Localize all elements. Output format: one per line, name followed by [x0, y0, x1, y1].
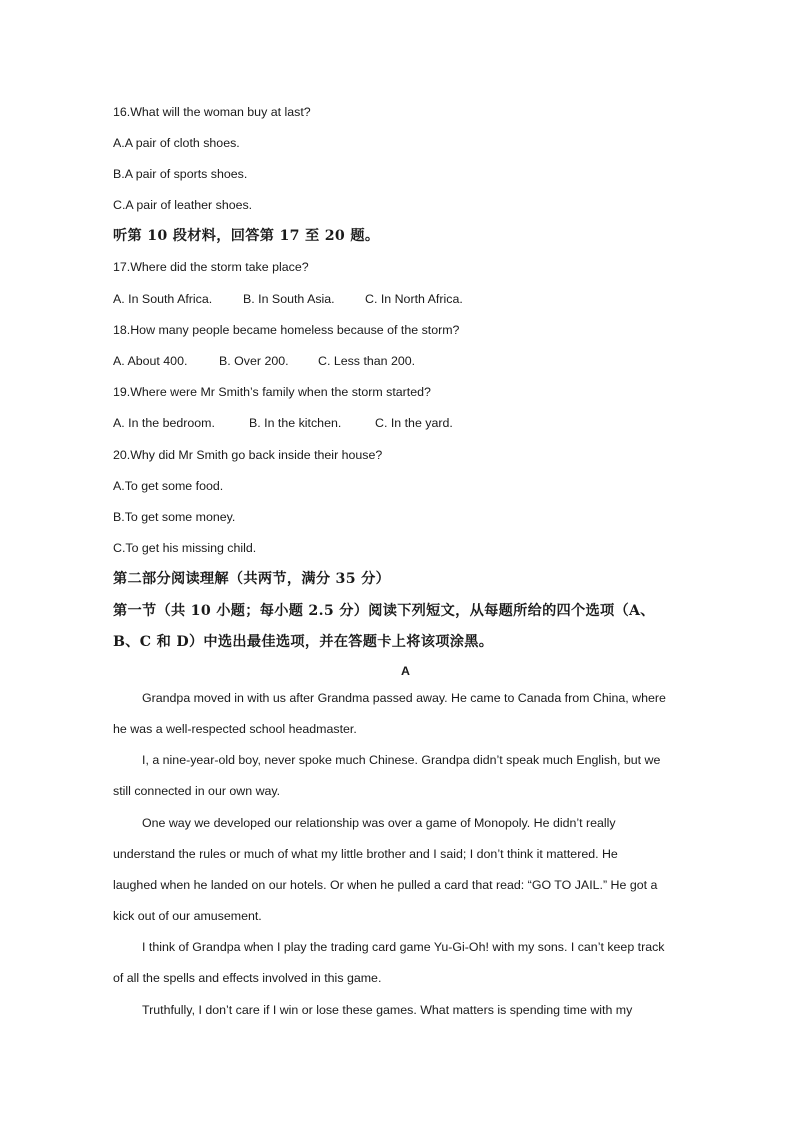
passage-line: Grandpa moved in with us after Grandma passed away. He came to Canada from China, where	[142, 691, 666, 705]
question-20: 20.Why did Mr Smith go back inside their house?	[113, 448, 383, 462]
option-20-a: A.To get some food.	[113, 479, 224, 493]
passage-line: Truthfully, I don’t care if I win or lose these games. What matters is spending time with my	[142, 1003, 633, 1017]
option-18-c: C. Less than 200.	[318, 354, 416, 368]
options-18	[113, 353, 415, 369]
question-16: 16.What will the woman buy at last?	[113, 105, 311, 119]
passage-line: One way we developed our relationship was over a game of Monopoly. He didn’t really	[142, 816, 616, 830]
option-18-b: B. Over 200.	[219, 354, 289, 368]
passage-line: I, a nine-year-old boy, never spoke much Chinese. Grandpa didn’t speak much English, but we	[142, 753, 661, 767]
passage-label: A	[401, 664, 410, 678]
question-18: 18.How many people became homeless because of the storm?	[113, 323, 460, 337]
passage-line: laughed when he landed on our hotels. Or when he pulled a card that read: “GO TO JAIL.” He got a	[113, 878, 658, 892]
section-1-heading-line-2: B、C 和 D）中选出最佳选项，并在答题卡上将该项涂黑。	[113, 634, 494, 650]
section-10-heading: 听第 10 段材料，回答第 17 至 20 题。	[113, 228, 380, 244]
option-20-b: B.To get some money.	[113, 510, 236, 524]
options-19	[113, 415, 453, 431]
option-17-a: A. In South Africa.	[113, 292, 213, 306]
section-1-heading-line-1: 第一节（共 10 小题；每小题 2.5 分）阅读下列短文，从每题所给的四个选项（A、	[113, 603, 655, 619]
option-17-c: C. In North Africa.	[365, 292, 463, 306]
option-19-b: B. In the kitchen.	[249, 416, 342, 430]
options-17	[113, 291, 463, 307]
option-17-b: B. In South Asia.	[243, 292, 335, 306]
passage-line: understand the rules or much of what my little brother and I said; I don’t think it mattered. He	[113, 847, 618, 861]
option-19-a: A. In the bedroom.	[113, 416, 215, 430]
passage-line: kick out of our amusement.	[113, 909, 262, 923]
part-2-heading: 第二部分阅读理解（共两节，满分 35 分）	[113, 571, 391, 587]
question-17: 17.Where did the storm take place?	[113, 260, 309, 274]
option-16-a: A.A pair of cloth shoes.	[113, 136, 240, 150]
passage-line: I think of Grandpa when I play the trading card game Yu-Gi-Oh! with my sons. I can’t keep track	[142, 940, 665, 954]
passage-line: still connected in our own way.	[113, 784, 281, 798]
passage-line: of all the spells and effects involved in this game.	[113, 971, 382, 985]
option-16-c: C.A pair of leather shoes.	[113, 198, 253, 212]
option-19-c: C. In the yard.	[375, 416, 453, 430]
option-16-b: B.A pair of sports shoes.	[113, 167, 248, 181]
option-20-c: C.To get his missing child.	[113, 541, 257, 555]
passage-line: he was a well-respected school headmaster.	[113, 722, 357, 736]
option-18-a: A. About 400.	[113, 354, 188, 368]
question-19: 19.Where were Mr Smith’s family when the storm started?	[113, 385, 431, 399]
